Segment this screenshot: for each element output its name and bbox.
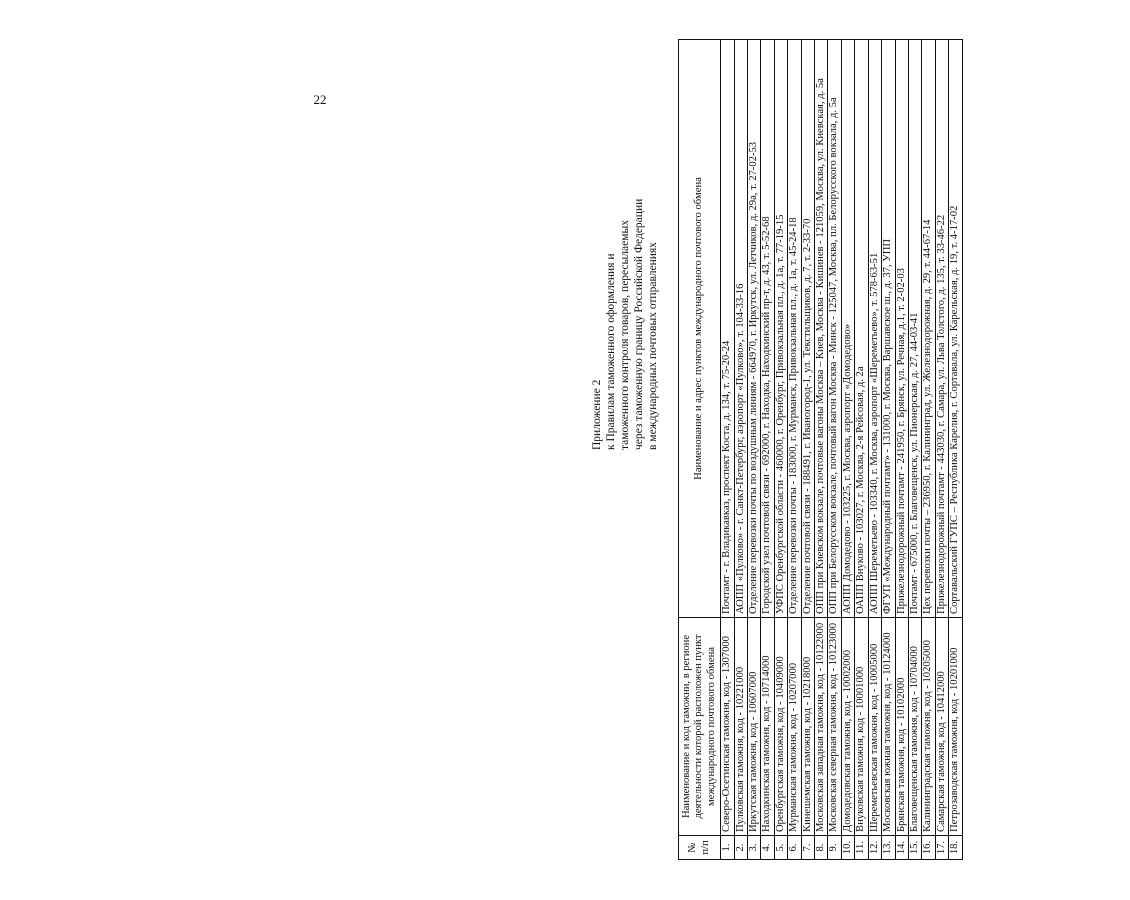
table-row [748, 40, 761, 860]
row-number: 8. [815, 836, 828, 860]
row-address: Отделение перевозки почты по воздушным линиям - 664970, г. Иркутск, ул. Летчиков, д. 29а, т. 27-02-53 [748, 40, 761, 618]
row-customs: Калининградская таможня, код - 10205000 [922, 618, 935, 836]
row-number: 15. [908, 836, 921, 860]
row-number: 1. [721, 836, 734, 860]
appendix-line: Приложение 2 [591, 379, 603, 450]
row-number: 5. [774, 836, 787, 860]
row-customs: Московская западная таможня, код - 10122000 [815, 618, 828, 836]
row-customs: Мурманская таможня, код - 10207000 [788, 618, 801, 836]
appendix-line: через таможенную границу Российской Федерации [633, 198, 645, 450]
row-number: 18. [949, 836, 962, 860]
table-row [895, 40, 908, 860]
row-customs: Кинешемская таможня, код - 10218000 [801, 618, 814, 836]
row-number: 13. [882, 836, 895, 860]
table-header-row [679, 40, 721, 860]
row-address: Городской узел почтовой связи - 692000, г. Находка, Находкинский пр-т, д. 43, т. 5-52-68 [761, 40, 774, 618]
row-customs: Домодедовская таможня, код - 10002000 [841, 618, 854, 836]
header-customs: Наименование и код таможни, в регионе деятельности которой расположен пункт международного почтового обмена [679, 618, 721, 836]
row-number: 12. [868, 836, 881, 860]
table-row [774, 40, 787, 860]
row-address: АОПП Шереметьево - 103340, г. Москва, аэропорт «Шереметьево», т. 578-63-51 [868, 40, 881, 618]
row-address: Прижелезнодорожный почтамт - 241950, г. Брянск, ул. Речная, д.1, т. 2-02-03 [895, 40, 908, 618]
row-number: 7. [801, 836, 814, 860]
row-customs: Московская северная таможня, код - 10123000 [828, 618, 841, 836]
row-customs: Находкинская таможня, код - 10714000 [761, 618, 774, 836]
row-address: Отделение перевозки почты - 183000, г. Мурманск, Привокзальная пл., д. 1а, т. 45-24-18 [788, 40, 801, 618]
row-customs: Иркутская таможня, код - 10607000 [748, 618, 761, 836]
postal-exchange-table [678, 39, 963, 860]
appendix-heading [590, 30, 660, 450]
table-row [868, 40, 881, 860]
row-address: УФПС Оренбургской области - 460000, г. Оренбург, Привокзальная пл., д. 1а, т. 77-19-15 [774, 40, 787, 618]
row-customs: Северо-Осетинская таможня, код - 1307000 [721, 618, 734, 836]
table-row [788, 40, 801, 860]
table-row [855, 40, 868, 860]
table-row [922, 40, 935, 860]
row-address: ОАПП Внуково - 103027, г. Москва, 2-я Рейсовая, д. 2а [855, 40, 868, 618]
row-address: ОПП при Киевском вокзале, почтовые вагоны Москва – Киев, Москва - Кишинев - 121059, Москва, ул. Киевская, д. 5а [815, 40, 828, 618]
table-row [801, 40, 814, 860]
table-row [841, 40, 854, 860]
row-address: АОПП «Пулково» - г. Санкт-Петербург, аэропорт «Пулково», т. 104-33-16 [734, 40, 747, 618]
table-body [721, 40, 962, 860]
row-number: 16. [922, 836, 935, 860]
row-customs: Шереметьевская таможня, код - 10005000 [868, 618, 881, 836]
row-address: Почтамт - г. Владикавказ, проспект Коста, д. 134, т. 75-20-24 [721, 40, 734, 618]
row-number: 17. [935, 836, 948, 860]
table-row [721, 40, 734, 860]
appendix-line: в международных почтовых отправлениях [647, 242, 659, 450]
table-row [908, 40, 921, 860]
table-row [761, 40, 774, 860]
row-address: Цех перевозки почты – 236950, г. Калининград, ул. Железнодорожная, д. 29, т. 44-67-14 [922, 40, 935, 618]
row-address: Почтамт - 675000, г. Благовещенск, ул. Пионерская, д. 27, 44-03-41 [908, 40, 921, 618]
appendix-line: к Правилам таможенного оформления и [605, 253, 617, 450]
table-row [828, 40, 841, 860]
header-number: № п/п [679, 836, 721, 860]
row-number: 3. [748, 836, 761, 860]
row-customs: Внуковская таможня, код - 10001000 [855, 618, 868, 836]
row-customs: Брянская таможня, код - 10102000 [895, 618, 908, 836]
table-row [882, 40, 895, 860]
row-number: 6. [788, 836, 801, 860]
table-row [815, 40, 828, 860]
rotated-page-content [590, 20, 1130, 880]
row-customs: Пулковская таможня, код - 10221000 [734, 618, 747, 836]
row-address: ОПП при Белорусском вокзале, почтовый вагон Москва - Минск - 125047, Москва, пл. Белорусского вокзала, д. 5а [828, 40, 841, 618]
row-address: Прижелезнодорожный почтамт - 443030, г. Самара, ул. Льва Толстого, д. 135, т. 33-46-22 [935, 40, 948, 618]
row-number: 14. [895, 836, 908, 860]
row-customs: Московская южная таможня, код - 10124000 [882, 618, 895, 836]
page-number: 22 [313, 92, 327, 107]
row-number: 2. [734, 836, 747, 860]
row-number: 11. [855, 836, 868, 860]
row-customs: Самарская таможня, код - 10412000 [935, 618, 948, 836]
table-row [734, 40, 747, 860]
appendix-line: таможенного контроля товаров, пересылаемых [619, 220, 631, 450]
row-customs: Оренбургская таможня, код - 10409000 [774, 618, 787, 836]
row-address: Сортавальский ГУПС – Республика Карелия, г. Сортавала, ул. Карельская, д. 19, т. 4-17-02 [949, 40, 962, 618]
row-address: ФГУП «Международный почтамт» - 131000, г. Москва, Варшавское ш., д. 37, УПП [882, 40, 895, 618]
table-row [935, 40, 948, 860]
header-address: Наименование и адрес пунктов международного почтового обмена [679, 40, 721, 618]
row-address: Отделение почтовой связи - 188491, г. Иваногород-1, ул. Текстильщиков, д. 7, т. 2-33-70 [801, 40, 814, 618]
row-number: 9. [828, 836, 841, 860]
row-number: 10. [841, 836, 854, 860]
row-number: 4. [761, 836, 774, 860]
row-customs: Петрозаводская таможня, код - 10201000 [949, 618, 962, 836]
row-customs: Благовещенская таможня, код - 10704000 [908, 618, 921, 836]
row-address: АОПП Домодедово - 103225, г. Москва, аэропорт «Домодедово» [841, 40, 854, 618]
table-row [949, 40, 962, 860]
